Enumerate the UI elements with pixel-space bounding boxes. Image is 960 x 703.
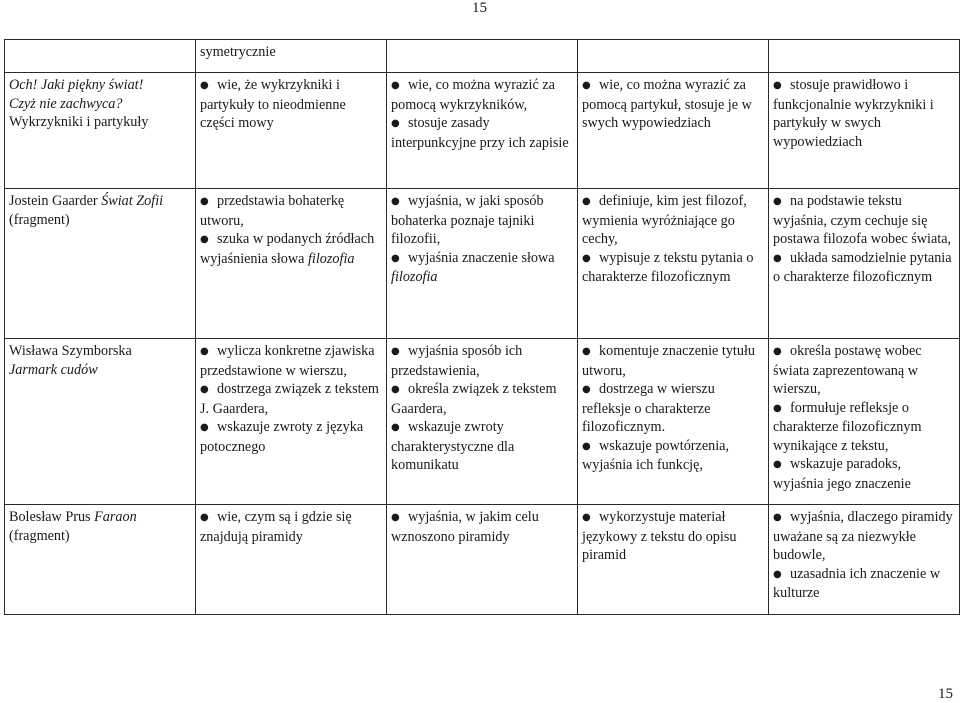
list-item-text: określa związek z tekstem Gaardera,: [391, 381, 557, 417]
table-row: [5, 189, 960, 339]
bullet-icon: ●: [200, 346, 209, 357]
list-item: [391, 76, 573, 114]
bullet-icon: ●: [200, 384, 209, 395]
bullet-icon: ●: [773, 252, 782, 264]
table-cell: [578, 505, 769, 615]
list-item: [582, 437, 764, 475]
list-item-text: określa postawę wobec świata zaprezentowaną w wierszu,: [773, 343, 922, 397]
table-cell: [769, 73, 960, 189]
topic-title: Wykrzykniki i partykuły: [9, 114, 149, 130]
list-item: [773, 342, 955, 399]
list-item-text: wskazuje zwroty z języka potocznego: [200, 419, 364, 455]
list-item: [200, 418, 382, 456]
topic-cell: [5, 189, 196, 339]
italic-term: filozofia: [307, 250, 355, 267]
bullet-icon: ●: [582, 80, 591, 91]
bullet-icon: ●: [582, 440, 591, 452]
bullet-icon: ●: [200, 80, 209, 91]
bullet-icon: ●: [773, 459, 782, 470]
bullet-icon: ●: [200, 196, 209, 207]
topic-author: Wisława Szymborska: [9, 343, 132, 359]
table-cell: [387, 189, 578, 339]
list-item-text: definiuje, kim jest filozof, wymienia wyróżniające go cechy,: [582, 193, 747, 247]
table-row: [5, 73, 960, 189]
list-item: [773, 192, 955, 249]
list-item-text: formułuje refleksje o charakterze filozoficznym wynikające z tekstu,: [773, 399, 922, 454]
list-item: [200, 342, 382, 380]
table-cell: [387, 73, 578, 189]
list-item-text: wskazuje zwroty charakterystyczne dla komunikatu: [391, 419, 515, 473]
table-cell: [769, 505, 960, 615]
bullet-icon: ●: [582, 196, 591, 207]
list-item-text: wie, co można wyrazić za pomocą partykuł, stosuje je w swych wypowiedziach: [582, 77, 752, 131]
list-item: [773, 455, 955, 493]
bullet-icon: ●: [391, 80, 400, 91]
table-cell: [387, 40, 578, 73]
bullet-icon: ●: [391, 512, 400, 523]
list-item: [391, 508, 573, 546]
bullet-icon: ●: [200, 512, 209, 523]
bullet-icon: ●: [773, 568, 782, 580]
topic-quote: Och! Jaki piękny świat!: [9, 77, 144, 93]
list-item: [391, 418, 573, 475]
list-item: [773, 508, 955, 565]
list-item-text: wie, że wykrzykniki i partykuły to nieodmienne części mowy: [200, 77, 346, 131]
list-item: [200, 192, 382, 230]
topic-cell: [5, 505, 196, 615]
list-item: [582, 192, 764, 249]
list-item-text: dostrzega związek z tekstem J. Gaardera,: [200, 381, 379, 417]
list-item: [200, 76, 382, 133]
list-item: [391, 249, 573, 287]
bullet-icon: ●: [391, 422, 400, 433]
bullet-icon: ●: [391, 346, 400, 357]
table-cell: [578, 73, 769, 189]
topic-title: Jarmark cudów: [9, 361, 98, 378]
bullet-icon: ●: [773, 346, 782, 357]
table-cell: [196, 40, 387, 73]
list-item: [200, 508, 382, 546]
table-row: [5, 339, 960, 505]
list-item-text: stosuje zasady interpunkcyjne przy ich zapisie: [391, 115, 569, 151]
list-item: [582, 342, 764, 380]
list-item: [391, 380, 573, 418]
table-cell: [769, 40, 960, 73]
bullet-icon: ●: [582, 346, 591, 357]
table-cell: [578, 189, 769, 339]
list-item: [200, 230, 382, 268]
list-item-text: wykorzystuje materiał językowy z tekstu do opisu piramid: [582, 509, 737, 563]
list-item-text: wyjaśnia znaczenie słowa: [408, 249, 555, 266]
list-item: [582, 76, 764, 133]
list-item-text: wyjaśnia, w jakim celu wznoszono piramidy: [391, 509, 539, 545]
bullet-icon: ●: [582, 252, 591, 264]
list-item: [582, 380, 764, 437]
table-cell: [196, 505, 387, 615]
italic-term: filozofia: [391, 269, 438, 285]
list-item-text: wie, czym są i gdzie się znajdują piramidy: [200, 509, 352, 545]
bullet-icon: ●: [773, 80, 782, 91]
topic-title: Świat Zofii: [101, 193, 164, 209]
bullet-icon: ●: [391, 384, 400, 395]
list-item: [200, 380, 382, 418]
list-item: [582, 249, 764, 287]
list-item: [391, 114, 573, 152]
topic-cell: [5, 73, 196, 189]
curriculum-table: [4, 39, 960, 615]
list-item-text: dostrzega w wierszu refleksje o charakterze filozoficznym.: [582, 381, 715, 435]
table-cell: [387, 339, 578, 505]
bullet-icon: ●: [582, 512, 591, 523]
table-cell: [769, 189, 960, 339]
list-item-text: wyjaśnia, w jaki sposób bohaterka poznaje tajniki filozofii,: [391, 193, 544, 247]
page-number-bottom: 15: [938, 686, 953, 702]
table-cell: [578, 40, 769, 73]
cell-text: symetrycznie: [200, 44, 276, 60]
list-item: [773, 565, 955, 603]
topic-quote: Czyż nie zachwyca?: [9, 95, 123, 112]
bullet-icon: ●: [582, 384, 591, 395]
table-cell: [5, 40, 196, 73]
list-item: [773, 76, 955, 151]
table-cell: [196, 339, 387, 505]
table-cell: [196, 73, 387, 189]
list-item-text: przedstawia bohaterkę utworu,: [200, 193, 345, 229]
topic-author: Bolesław Prus: [9, 509, 95, 525]
list-item-text: komentuje znaczenie tytułu utworu,: [582, 343, 756, 379]
list-item: [582, 508, 764, 565]
topic-note: (fragment): [9, 211, 70, 228]
table-cell: [387, 505, 578, 615]
list-item-text: uzasadnia ich znaczenie w kulturze: [773, 565, 941, 601]
list-item-text: wskazuje powtórzenia, wyjaśnia ich funkcję,: [582, 437, 730, 473]
list-item-text: układa samodzielnie pytania o charakterze filozoficznym: [773, 249, 952, 285]
bullet-icon: ●: [773, 512, 782, 523]
bullet-icon: ●: [391, 118, 400, 129]
list-item-text: wyjaśnia, dlaczego piramidy uważane są za niezwykłe budowle,: [773, 509, 953, 563]
bullet-icon: ●: [391, 196, 400, 207]
list-item-text: wylicza konkretne zjawiska przedstawione w wierszu,: [200, 343, 375, 379]
page-number-top: 15: [472, 0, 487, 16]
topic-title: Faraon: [94, 509, 137, 525]
list-item: [773, 249, 955, 287]
list-item: [391, 342, 573, 380]
topic-author: Jostein Gaarder: [9, 193, 102, 209]
list-item-text: wie, co można wyrazić za pomocą wykrzykników,: [391, 77, 555, 113]
bullet-icon: ●: [200, 422, 209, 433]
list-item: [773, 399, 955, 456]
list-item-text: wskazuje paradoks, wyjaśnia jego znaczenie: [773, 456, 911, 492]
list-item-text: wyjaśnia sposób ich przedstawienia,: [391, 343, 523, 379]
topic-cell: [5, 339, 196, 505]
table-row: [5, 505, 960, 615]
list-item-text: wypisuje z tekstu pytania o charakterze filozoficznym: [582, 249, 754, 285]
bullet-icon: ●: [773, 196, 782, 207]
bullet-icon: ●: [773, 402, 782, 414]
list-item-text: na podstawie tekstu wyjaśnia, czym cechuje się postawa filozofa wobec świata,: [773, 193, 952, 247]
table-cell: [769, 339, 960, 505]
table-cell: [578, 339, 769, 505]
bullet-icon: ●: [391, 252, 400, 264]
list-item-text: szuka w podanych źródłach wyjaśnienia słowa: [200, 231, 375, 267]
topic-note: (fragment): [9, 527, 70, 544]
table-row: [5, 40, 960, 73]
list-item-text: stosuje prawidłowo i funkcjonalnie wykrzykniki i partykuły w swych wypowiedziach: [773, 77, 934, 150]
list-item: [391, 192, 573, 249]
bullet-icon: ●: [200, 234, 209, 245]
table-cell: [196, 189, 387, 339]
